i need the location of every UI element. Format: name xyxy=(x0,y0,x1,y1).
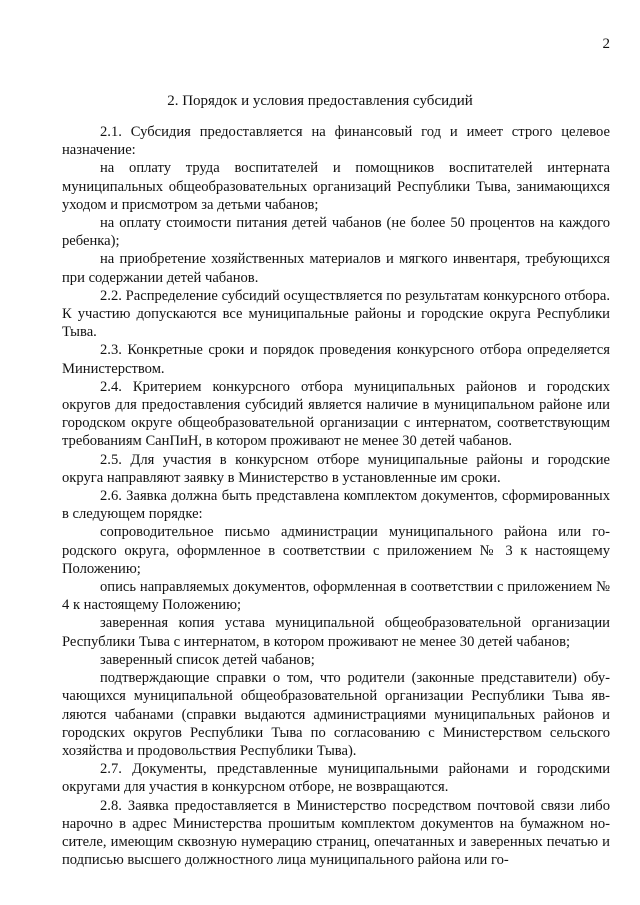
paragraph-2-3: 2.3. Конкретные сроки и порядок проведения конкурсного отбора определяется Министерством. xyxy=(62,342,610,377)
paragraph-2-8: 2.8. Заявка предоставляется в Министерство посредством почтовой связи либо нарочно в адрес Министерства прошитым комплектом документов на бумажном носителе, имеющим сквозную нумерацию страниц, опечатанных и заверенных печатью и подписью высшего должностного лица муниципального района или го- xyxy=(62,797,610,869)
paragraph-2-1: 2.1. Субсидия предоставляется на финансовый год и имеет строго целевое назначение: xyxy=(62,124,610,159)
paragraph-2-2: 2.2. Распределение субсидий осуществляется по результатам конкурсного отбора. К участию допускаются все муниципальные районы и городские округа Республики Тыва. xyxy=(62,287,610,341)
paragraph-item-materials: на приобретение хозяйственных материалов и мягкого инвентаря, требующихся при содержании детей чабанов. xyxy=(62,251,610,286)
paragraph-item-inventory: опись направляемых документов, оформленная в соответствии с приложением № 4 к настоящему Положению; xyxy=(62,579,610,614)
paragraph-2-6: 2.6. Заявка должна быть представлена комплектом документов, сформированных в следующем порядке: xyxy=(62,488,610,523)
section-heading: 2. Порядок и условия предоставления субсидий xyxy=(167,93,473,109)
paragraph-2-4: 2.4. Критерием конкурсного отбора муниципальных районов и городских округов для предоставления субсидий является наличие в муниципальном районе или городском округе общеобразовательной организации с интернатом, соответствующим требованиям СанПиН, в котором проживают не менее 30 детей чабанов. xyxy=(62,378,610,450)
paragraph-item-food: на оплату стоимости питания детей чабанов (не более 50 процентов на каждого ребенка); xyxy=(62,215,610,250)
paragraph-item-certificates: подтверждающие справки о том, что родители (законные представители) обучающихся муниципальной общеобразовательной организации Республики Тыва являются чабанами (справки выдаются администрациями муниципальных районов и городских округов Республики Тыва по согласованию с Министерством сельского хозяйства и продовольствия Республики Тыва). xyxy=(62,670,610,759)
paragraph-item-wages: на оплату труда воспитателей и помощников воспитателей интерната муниципальных общеобразовательных организаций Республики Тыва, занимающихся уходом и присмотром за детьми чабанов; xyxy=(62,160,610,213)
paragraph-2-7: 2.7. Документы, представленные муниципальными районами и городскими округами для участия в конкурсном отборе, не возвращаются. xyxy=(62,761,610,796)
page-number: 2 xyxy=(602,36,610,52)
paragraph-2-5: 2.5. Для участия в конкурсном отборе муниципальные районы и городские округа направляют заявку в Министерство в установленные им сроки. xyxy=(62,451,610,486)
paragraph-item-charter: заверенная копия устава муниципальной общеобразовательной организации Республики Тыва с интернатом, в котором проживают не менее 30 детей чабанов; xyxy=(62,615,610,650)
paragraph-item-cover-letter: сопроводительное письмо администрации муниципального района или городского округа, оформленное в соответствии с приложением № 3 к настоящему Положению; xyxy=(62,524,610,577)
section-body xyxy=(62,123,610,869)
paragraph-item-children-list: заверенный список детей чабанов; xyxy=(100,651,315,668)
